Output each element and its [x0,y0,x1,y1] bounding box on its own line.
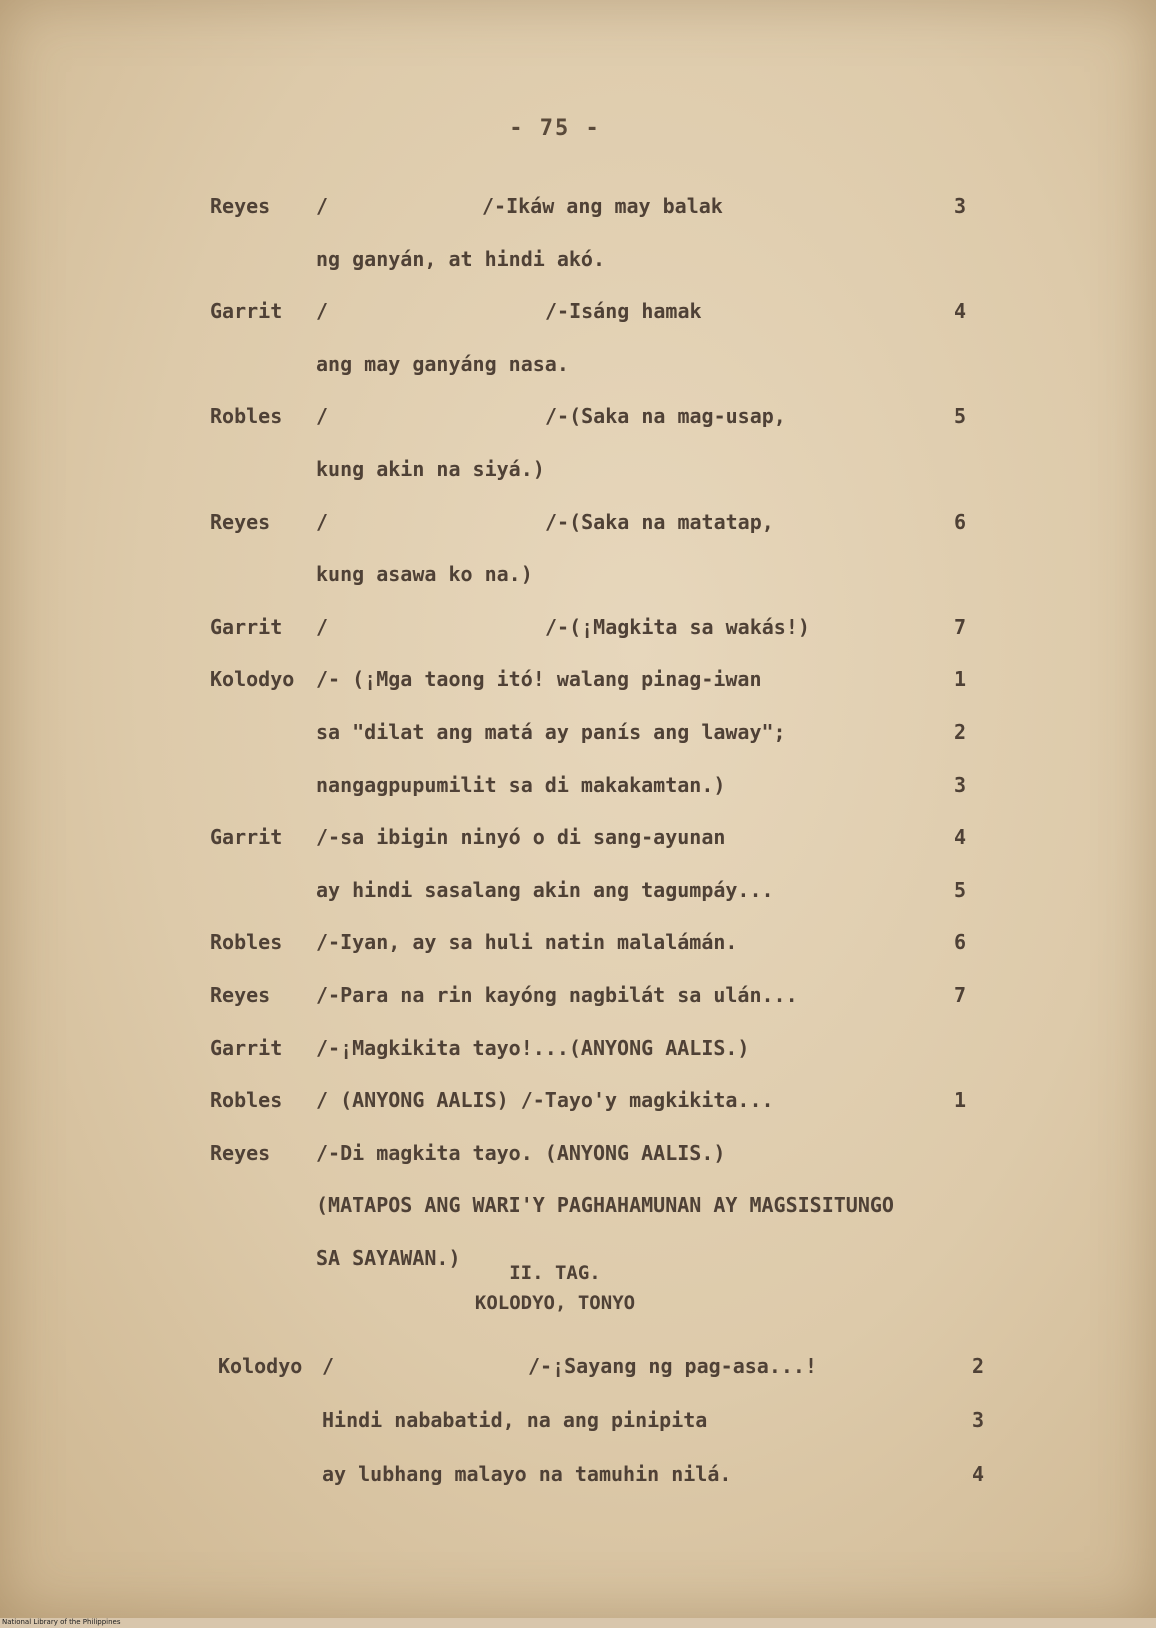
dialogue-text: kung asawa ko na.) [316,562,533,587]
script-line [0,1080,1156,1120]
cue-text: /-Isáng hamak [545,299,702,324]
line-number: 4 [953,825,967,850]
line-number: 6 [953,930,967,955]
dialogue-text: / (ANYONG AALIS) /-Tayo'y magkikita... [316,1088,774,1113]
scene-title: II. TAG. [509,1262,601,1284]
dialogue-text: nangagpupumilit sa di makakamtan.) [316,772,726,797]
script-line [0,344,1156,384]
speaker-name: Garrit [210,825,283,850]
dialogue-text: /-sa ibigin ninyó o di sang-ayunan [316,825,726,850]
dialogue-text: SA SAYAWAN.) [316,1246,461,1270]
speaker-name: Garrit [210,299,283,324]
dialogue-text: /-¡Magkikita tayo!...(ANYONG AALIS.) [316,1035,750,1060]
line-number: 7 [953,983,967,1007]
script-line [0,1028,1156,1068]
dialogue-text: ng ganyán, at hindi akó. [316,246,605,271]
script-line [0,870,1156,910]
dialogue-text: ay hindi sasalang akin ang tagumpáy... [316,877,774,902]
dialogue-text: /-Iyan, ay sa huli natin malalámán. [316,930,738,955]
script-line [0,1346,1156,1386]
line-slash: / [316,614,329,639]
dialogue-text: ay lubhang malayo na tamuhin nilá. [322,1462,732,1486]
line-slash: / [316,194,329,218]
speaker-name: Garrit [210,1035,283,1060]
speaker-name: Kolodyo [218,1354,303,1378]
line-number: 1 [953,667,967,692]
speaker-name: Robles [210,930,283,955]
script-line [0,1133,1156,1173]
speaker-name: Robles [210,1088,283,1113]
speaker-name: Kolodyo [210,667,295,692]
script-line [0,607,1156,647]
speaker-name: Garrit [210,614,283,639]
cue-text: /-Ikáw ang may balak [482,194,723,218]
speaker-name: Reyes [210,509,271,534]
speaker-name: Reyes [210,194,271,218]
line-slash: / [316,404,329,429]
speaker-name: Reyes [210,1140,271,1165]
cue-text: /-(Saka na matatap, [545,509,774,534]
script-line [0,765,1156,805]
dialogue-text: /-Para na rin kayóng nagbilát sa ulán... [316,983,798,1007]
dialogue-text: ang may ganyáng nasa. [316,351,569,376]
line-slash: / [316,299,329,324]
line-slash: / [322,1354,335,1378]
line-number: 2 [953,720,967,744]
script-line [0,1400,1156,1440]
speaker-name: Reyes [210,983,271,1007]
line-slash: / [316,509,329,534]
script-line [0,291,1156,331]
line-number: 4 [953,299,967,324]
script-line [0,502,1156,542]
script-line [0,449,1156,489]
script-line [0,1454,1156,1494]
cue-text: /-(Saka na mag-usap, [545,404,786,429]
line-number: 5 [953,404,967,429]
cue-text: /-¡Sayang ng pag-asa...! [528,1354,817,1378]
script-line [0,712,1156,752]
line-number: 7 [953,614,967,639]
cue-text: /-(¡Magkita sa wakás!) [545,614,810,639]
script-line [0,239,1156,279]
dialogue-text: (MATAPOS ANG WARI'Y PAGHAHAMUNAN AY MAGSISITUNGO [316,1193,894,1218]
script-line [0,922,1156,962]
dialogue-text: Hindi nababatid, na ang pinipita [322,1408,708,1432]
script-line [0,817,1156,857]
script-line [0,975,1156,1015]
script-line [0,186,1156,226]
dialogue-text: kung akin na siyá.) [316,457,545,481]
script-line [0,554,1156,594]
scene-characters: KOLODYO, TONYO [474,1292,636,1314]
line-number: 2 [971,1354,985,1378]
footer-credit: National Library of the Philippines [2,1618,121,1626]
dialogue-text: sa "dilat ang matá ay panís ang laway"; [316,720,786,744]
script-line [0,659,1156,699]
script-line [0,396,1156,436]
line-number: 5 [953,877,967,902]
line-number: 3 [971,1408,985,1432]
dialogue-text: /-Di magkita tayo. (ANYONG AALIS.) [316,1140,726,1165]
dialogue-text: /- (¡Mga taong itó! walang pinag-iwan [316,667,762,692]
line-number: 3 [953,194,967,218]
line-number: 1 [953,1088,967,1113]
line-number: 6 [953,509,967,534]
speaker-name: Robles [210,404,283,429]
page-number: - 75 - [509,116,601,141]
line-number: 3 [953,772,967,797]
script-line [0,1185,1156,1225]
line-number: 4 [971,1462,985,1486]
